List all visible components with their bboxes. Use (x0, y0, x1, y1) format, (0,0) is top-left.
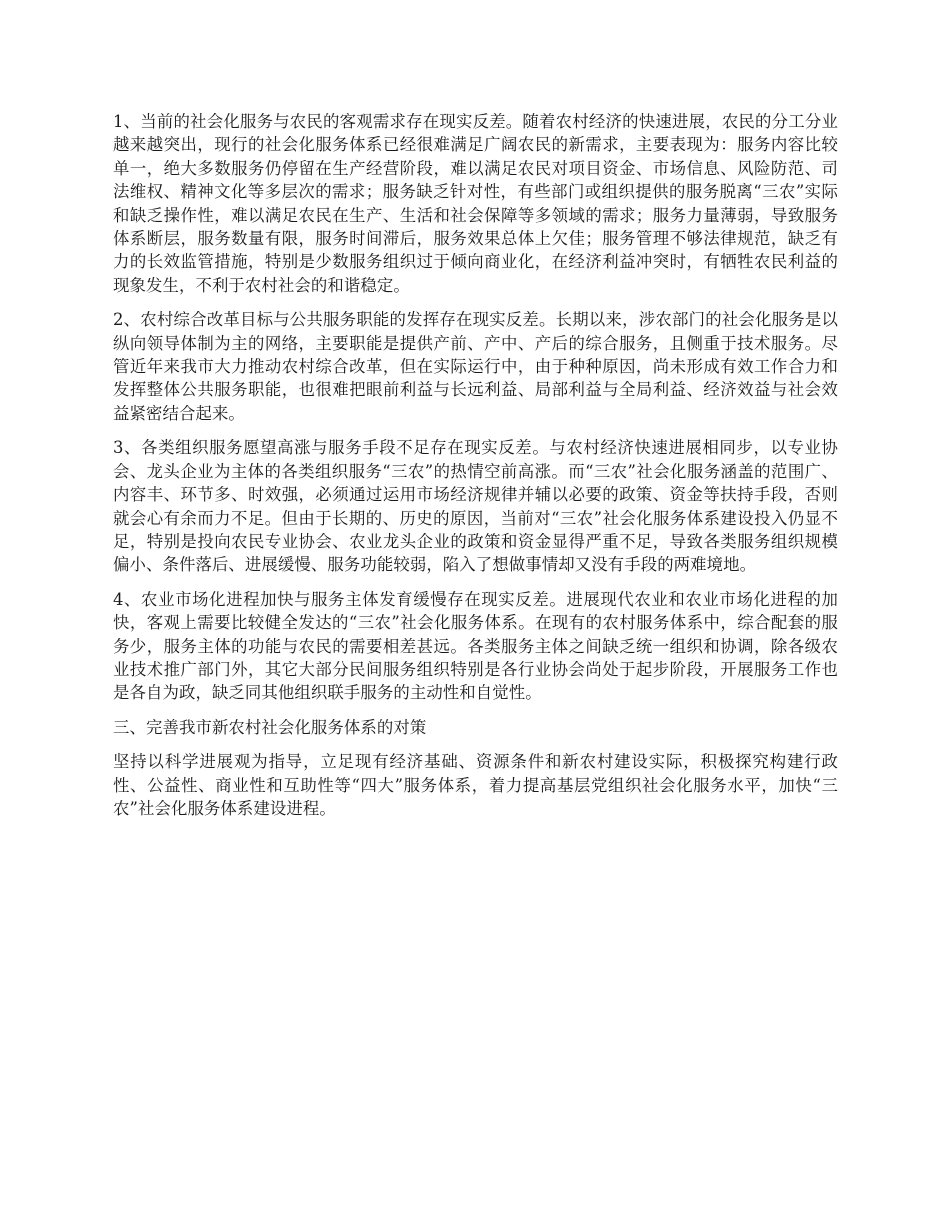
paragraph-4: 4、农业市场化进程加快与服务主体发育缓慢存在现实反差。进展现代农业和农业市场化进程的加快，客观上需要比较健全发达的“三农”社会化服务体系。在现有的农村服务体系中，综合配套的服务少，服务主体的功能与农民的需要相差甚远。各类服务主体之间缺乏统一组织和协调，除各级农业技术推广部门外，其它大部分民间服务组织特别是各行业协会尚处于起步阶段，开展服务工作也是各自为政，缺乏同其他组织联手服务的主动性和自觉性。 (113, 589, 838, 703)
paragraph-1: 1、当前的社会化服务与农民的客观需求存在现实反差。随着农村经济的快速进展，农民的分工分业越来越突出，现行的社会化服务体系已经很难满足广阔农民的新需求，主要表现为：服务内容比较单一，绝大多数服务仍停留在生产经营阶段，难以满足农民对项目资金、市场信息、风险防范、司法维权、精神文化等多层次的需求；服务缺乏针对性，有些部门或组织提供的服务脱离“三农”实际和缺乏操作性，难以满足农民在生产、生活和社会保障等多领域的需求；服务力量薄弱，导致服务体系断层，服务数量有限，服务时间滞后，服务效果总体上欠佳；服务管理不够法律规范，缺乏有力的长效监管措施，特别是少数服务组织过于倾向商业化，在经济利益冲突时，有牺牲农民利益的现象发生，不利于农村社会的和谐稳定。 (113, 112, 838, 295)
paragraph-2: 2、农村综合改革目标与公共服务职能的发挥存在现实反差。长期以来，涉农部门的社会化服务是以纵向领导体制为主的网络，主要职能是提供产前、产中、产后的综合服务，且侧重于技术服务。尽管近年来我市大力推动农村综合改革，但在实际运行中，由于种种原因，尚未形成有效工作合力和发挥整体公共服务职能，也很难把眼前利益与长远利益、局部利益与全局利益、经济效益与社会效益紧密结合起来。 (113, 310, 838, 423)
section-heading: 三、完善我市新农村社会化服务体系的对策 (113, 717, 427, 737)
document-body (113, 110, 838, 831)
closing-paragraph: 坚持以科学进展观为指导，立足现有经济基础、资源条件和新农村建设实际，积极探究构建行政性、公益性、商业性和互助性等“四大”服务体系，着力提高基层党组织社会化服务水平，加快“三农”社会化服务体系建设进程。 (113, 752, 838, 818)
paragraph-3: 3、各类组织服务愿望高涨与服务手段不足存在现实反差。与农村经济快速进展相同步，以专业协会、龙头企业为主体的各类组织服务“三农”的热情空前高涨。而“三农”社会化服务涵盖的范围广、内容丰、环节多、时效强，必须通过运用市场经济规律并辅以必要的政策、资金等扶持手段，否则就会心有余而力不足。但由于长期的、历史的原因，当前对“三农”社会化服务体系建设投入仍显不足，特别是投向农民专业协会、农业龙头企业的政策和资金显得严重不足，导致各类服务组织规模偏小、条件落后、进展缓慢、服务功能较弱，陷入了想做事情却又没有手段的两难境地。 (113, 438, 838, 575)
